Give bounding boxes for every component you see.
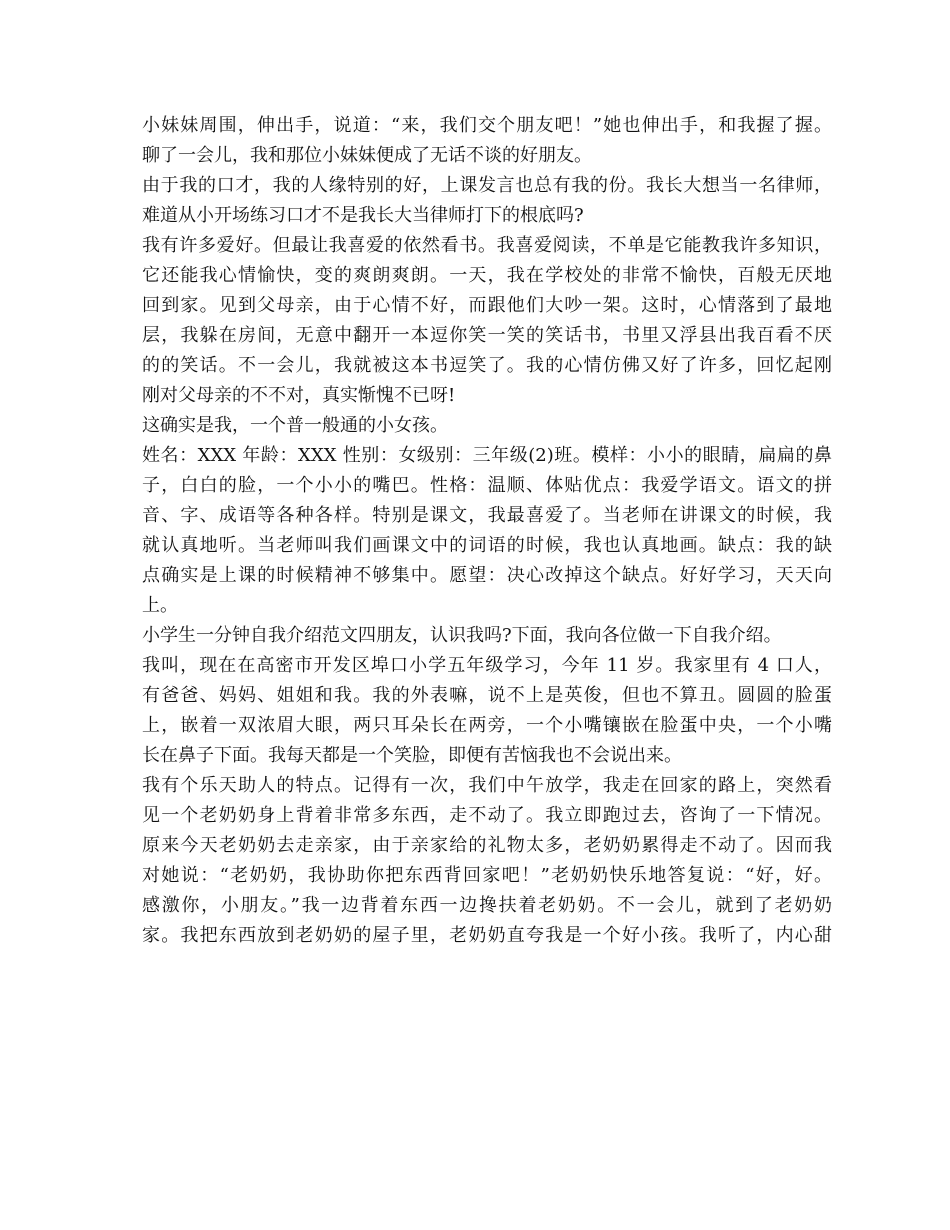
text-line-17: 上。: [142, 595, 178, 616]
text-line-23: 我有个乐天助人的特点。记得有一次，我们中午放学，我走在回家的路上，突然看: [142, 775, 832, 796]
text-line-18: 小学生一分钟自我介绍范文四朋友，认识我吗?下面，我向各位做一下自我介绍。: [142, 625, 782, 646]
text-line-19: 我叫，现在在高密市开发区埠口小学五年级学习，今年 11 岁。我家里有 4 口人，: [142, 655, 832, 676]
text-line-13: 子，白白的脸，一个小小的嘴巴。性格：温顺、体贴优点：我爱学语文。语文的拼: [142, 475, 832, 496]
text-line-12: 姓名：XXX 年龄：XXX 性别：女级别：三年级(2)班。模样：小小的眼睛，扁扁的鼻: [142, 445, 832, 466]
text-line-4: 难道从小开场练习口才不是我长大当律师打下的根底吗?: [142, 205, 584, 226]
text-line-20: 有爸爸、妈妈、姐姐和我。我的外表嘛，说不上是英俊，但也不算丑。圆圆的脸蛋: [142, 685, 832, 706]
text-line-5: 我有许多爱好。但最让我喜爱的依然看书。我喜爱阅读，不单是它能教我许多知识，: [142, 235, 832, 256]
text-line-16: 点确实是上课的时候精神不够集中。愿望：决心改掉这个缺点。好好学习，天天向: [142, 565, 832, 586]
text-line-15: 就认真地听。当老师叫我们画课文中的词语的时候，我也认真地画。缺点：我的缺: [142, 535, 832, 556]
text-line-21: 上，嵌着一双浓眉大眼，两只耳朵长在两旁，一个小嘴镶嵌在脸蛋中央，一个小嘴: [142, 715, 832, 736]
text-line-10: 刚对父母亲的不不对，真实惭愧不已呀!: [142, 385, 456, 406]
text-line-26: 对她说：“老奶奶，我协助你把东西背回家吧！”老奶奶快乐地答复说：“好，好。: [142, 865, 832, 886]
text-line-22: 长在鼻子下面。我每天都是一个笑脸，即便有苦恼我也不会说出来。: [142, 745, 682, 766]
text-line-3: 由于我的口才，我的人缘特别的好，上课发言也总有我的份。我长大想当一名律师，: [142, 175, 832, 196]
document-body: [142, 111, 832, 951]
text-line-8: 层，我躲在房间，无意中翻开一本逗你笑一笑的笑话书，书里又浮县出我百看不厌: [142, 325, 832, 346]
text-line-27: 感激你，小朋友。”我一边背着东西一边搀扶着老奶奶。不一会儿，就到了老奶奶: [142, 895, 832, 916]
text-line-28: 家。我把东西放到老奶奶的屋子里，老奶奶直夸我是一个好小孩。我听了，内心甜: [142, 925, 832, 946]
text-line-2: 聊了一会儿，我和那位小妹妹便成了无话不谈的好朋友。: [142, 145, 592, 166]
text-line-24: 见一个老奶奶身上背着非常多东西，走不动了。我立即跑过去，咨询了一下情况。: [142, 805, 832, 826]
text-line-6: 它还能我心情愉快，变的爽朗爽朗。一天，我在学校处的非常不愉快，百般无厌地: [142, 265, 832, 286]
text-line-14: 音、字、成语等各种各样。特别是课文，我最喜爱了。当老师在讲课文的时候，我: [142, 505, 832, 526]
text-line-1: 小妹妹周围，伸出手，说道：“来，我们交个朋友吧！”她也伸出手，和我握了握。: [142, 115, 832, 136]
text-line-7: 回到家。见到父母亲，由于心情不好，而跟他们大吵一架。这时，心情落到了最地: [142, 295, 832, 316]
text-line-9: 的的笑话。不一会儿，我就被这本书逗笑了。我的心情仿佛又好了许多，回忆起刚: [142, 355, 832, 376]
text-line-11: 这确实是我，一个普一般通的小女孩。: [142, 415, 448, 436]
text-line-25: 原来今天老奶奶去走亲家，由于亲家给的礼物太多，老奶奶累得走不动了。因而我: [142, 835, 832, 856]
